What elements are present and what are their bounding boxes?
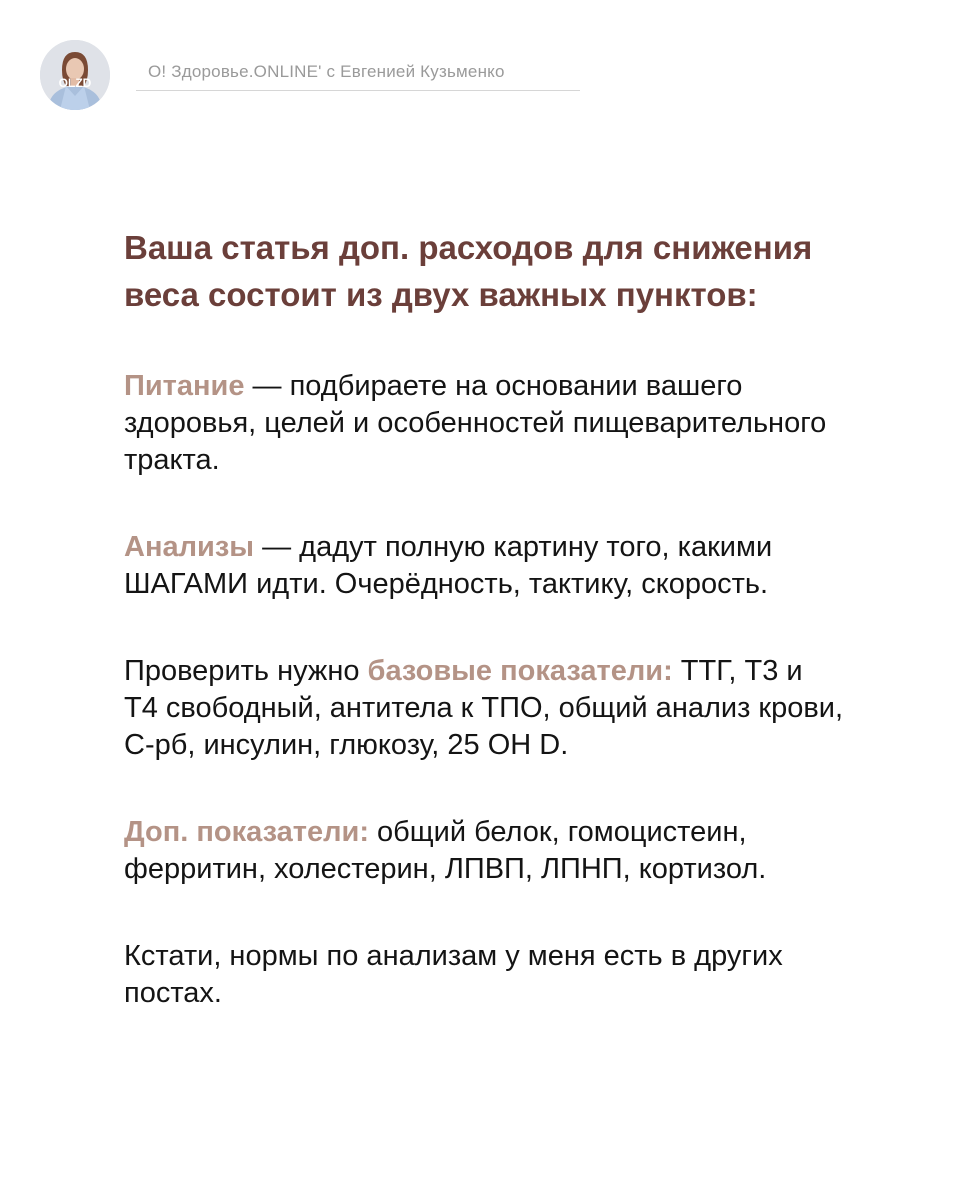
post-title: Ваша статья доп. расходов для снижения веса состоит из двух важных пунктов: — [124, 229, 813, 313]
basic-indicators-label: базовые показатели: — [367, 655, 673, 687]
tests-label: Анализы — [124, 531, 255, 563]
extra-indicators-text: общий белок, гомоцистеин, ферритин, холестерин, ЛПВП, ЛПНП, кортизол. — [124, 816, 767, 885]
closing-paragraph: Кстати, нормы по анализам у меня есть в других постах. — [124, 940, 783, 1009]
tests-text: — дадут полную картину того, какими ШАГАМИ идти. Очерёдность, тактику, скорость. — [124, 531, 773, 600]
nutrition-paragraph — [124, 368, 844, 479]
channel-name[interactable]: O! Здоровье.ONLINE' с Евгенией Кузьменко — [136, 62, 580, 91]
basic-indicators-text: ТТГ, Т3 и Т4 свободный, антитела к ТПО, общий анализ крови, С-рб, инсулин, глюкозу, 25 OH D. — [124, 655, 844, 761]
avatar[interactable] — [40, 40, 110, 110]
extra-indicators-paragraph — [124, 814, 844, 888]
nutrition-label: Питание — [124, 370, 245, 402]
nutrition-text: — подбираете на основании вашего здоровья, целей и особенностей пищеварительного тракта. — [124, 370, 827, 476]
basic-prefix: Проверить нужно — [124, 655, 368, 687]
basic-indicators-paragraph — [124, 653, 844, 764]
post-content — [124, 224, 844, 1062]
avatar-logo-text: OLZD — [58, 76, 92, 90]
channel-header — [40, 40, 600, 110]
extra-indicators-label: Доп. показатели: — [124, 816, 369, 848]
avatar-photo — [40, 40, 110, 110]
tests-paragraph — [124, 529, 844, 603]
